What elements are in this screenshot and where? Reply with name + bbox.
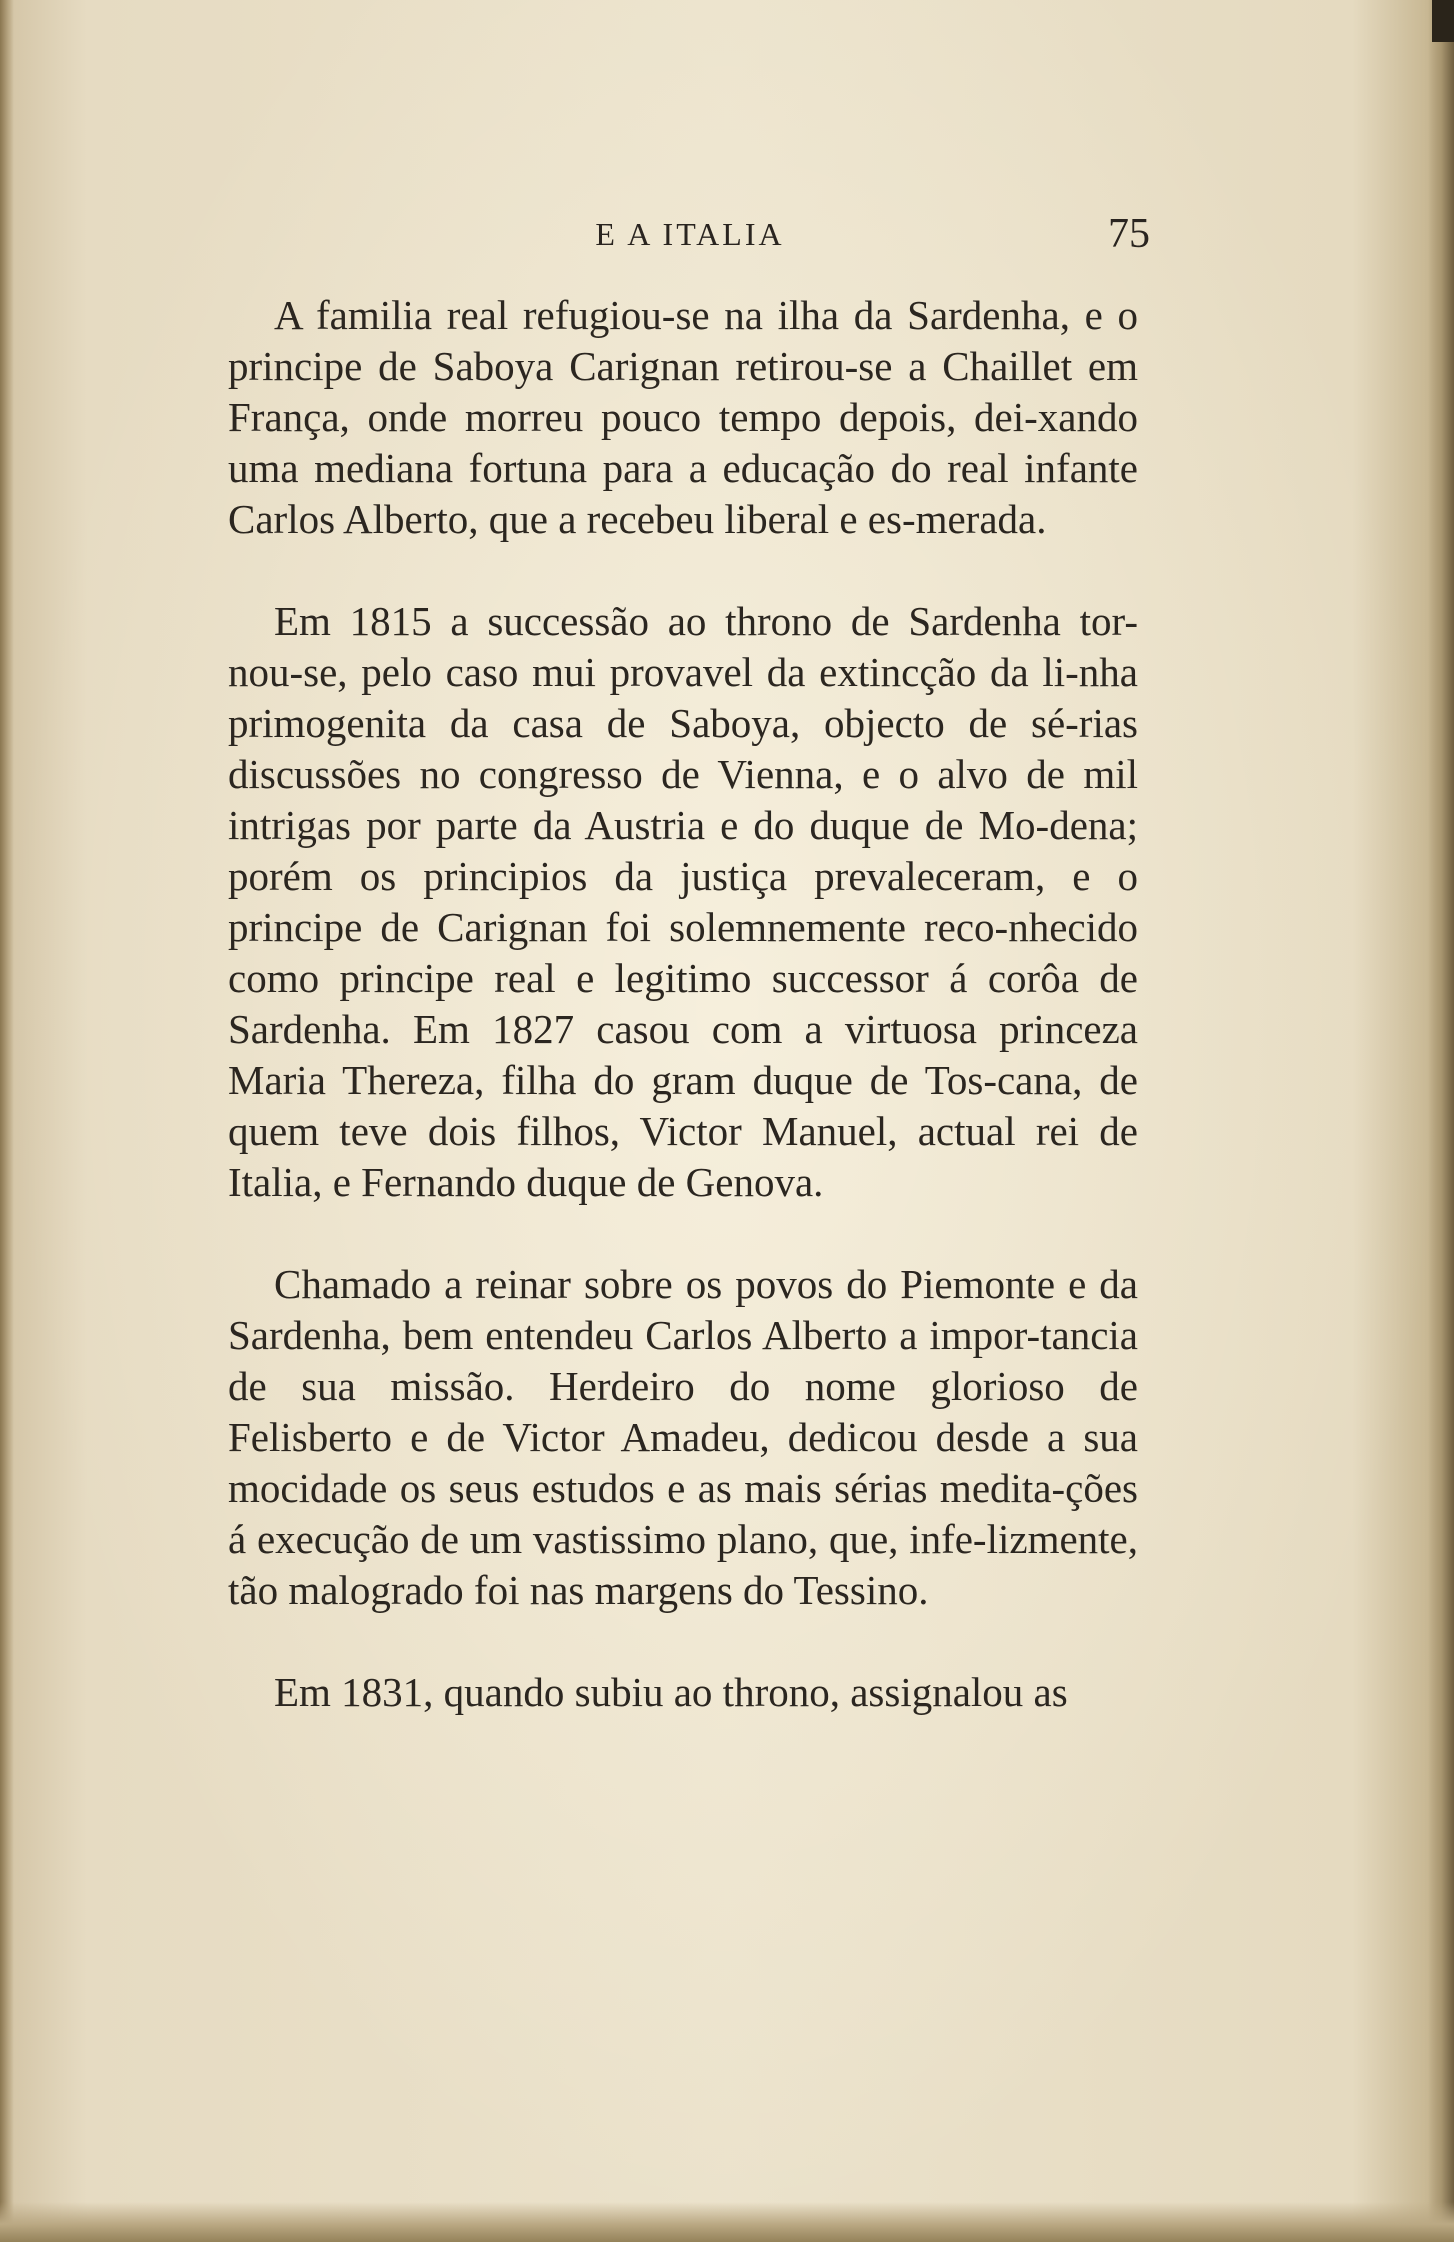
paragraph: A familia real refugiou-se na ilha da Sardenha, e o principe de Saboya Carignan retirou-se a Chaillet em França, onde morreu pouco tempo depois, dei-xando uma mediana fortuna para a educação do real infante Carlos Alberto, que a recebeu liberal e es-merada. xyxy=(228,292,1138,542)
paragraph: Chamado a reinar sobre os povos do Piemonte e da Sardenha, bem entendeu Carlos Alberto a impor-tancia de sua missão. Herdeiro do nome glorioso de Felisberto e de Victor Amadeu, dedicou desde a sua mocidade os seus estudos e as mais sérias medita-ções á execução de um vastissimo plano, que, infe-lizmente, tão malogrado foi nas margens do Tessino. xyxy=(228,1261,1138,1613)
page-bottom-edge xyxy=(0,2202,1454,2242)
page-right-edge xyxy=(1428,0,1454,2242)
running-head xyxy=(230,210,1150,260)
corner-mark xyxy=(1432,0,1454,42)
page-left-edge xyxy=(0,0,14,2242)
body-text xyxy=(228,290,1138,1718)
page-number: 75 xyxy=(1108,211,1150,257)
paragraph: Em 1831, quando subiu ao throno, assignalou as xyxy=(274,1669,1068,1715)
paragraph: Em 1815 a successão ao throno de Sardenha tor-nou-se, pelo caso mui provavel da extincção da li-nha primogenita da casa de Saboya, objecto de sé-rias discussões no congresso de Vienna, e o alvo de mil intrigas por parte da Austria e do duque de Mo-dena; porém os principios da justiça prevaleceram, e o principe de Carignan foi solemnemente reco-nhecido como principe real e legitimo successor á corôa de Sardenha. Em 1827 casou com a virtuosa princeza Maria Thereza, filha do gram duque de Tos-cana, de quem teve dois filhos, Victor Manuel, actual rei de Italia, e Fernando duque de Genova. xyxy=(228,598,1138,1205)
running-title: E A ITALIA xyxy=(595,216,785,252)
